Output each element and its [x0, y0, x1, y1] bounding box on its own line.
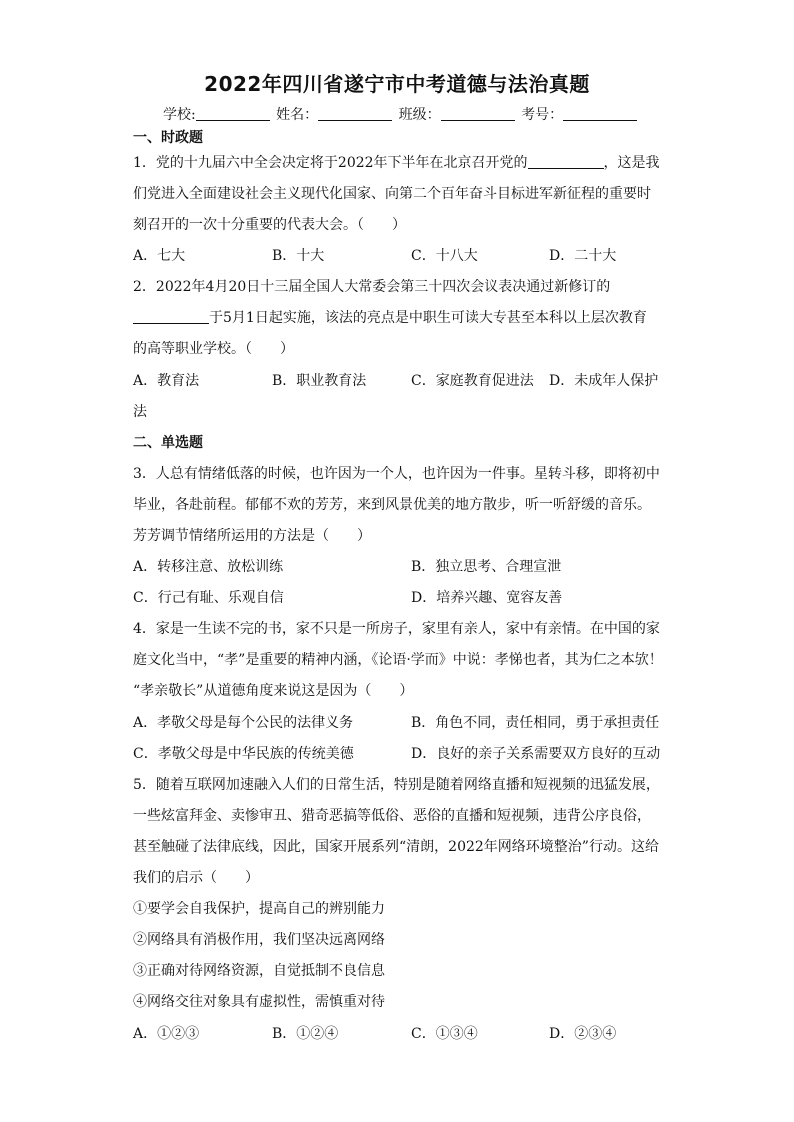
q3-line-1: 3．人总有情绪低落的时候，也许因为一个人，也许因为一件事。星转斗移，即将初中 [133, 466, 660, 482]
q3-option-d: D．培养兴趣、宽容友善 [411, 590, 563, 606]
section-heading-current-affairs: 一、时政题 [133, 130, 203, 146]
q2-option-c: C．家庭教育促进法 [411, 373, 534, 389]
q2-line-2 [133, 307, 647, 327]
q5-option-b: B．①②④ [272, 1026, 339, 1042]
q2-text-b: 于5月1日起实施，该法的亮点是中职生可读大专甚至本科以上层次教育 [209, 310, 647, 326]
q2-option-b: B．职业教育法 [272, 373, 367, 389]
q5-statement-2: ②网络具有消极作用，我们坚决远离网络 [133, 932, 385, 948]
q4-line-1: 4．家是一生读不完的书，家不只是一所房子，家里有亲人，家中有亲情。在中国的家 [133, 621, 660, 637]
q3-line-3: 芳芳调节情绪所运用的方法是（ ） [133, 528, 371, 544]
q5-line-1: 5．随着互联网加速融入人们的日常生活，特别是随着网络直播和短视频的迅猛发展， [133, 777, 660, 793]
q4-line-3: “孝亲敬长”从道德角度来说这是因为（ ） [133, 683, 414, 699]
q2-option-d: D．未成年人保护 [549, 373, 659, 389]
q2-line-3: 的高等职业学校。（ ） [133, 341, 294, 357]
student-info-row [163, 104, 639, 124]
q2-blank [133, 309, 209, 324]
q3-option-c: C．行己有耻、乐观自信 [133, 590, 284, 606]
school-blank [196, 106, 270, 121]
q3-line-2: 毕业，各赴前程。郁郁不欢的芳芳，来到风景优美的地方散步，听一听舒缓的音乐。 [133, 497, 651, 513]
q3-option-b: B．独立思考、合理宣泄 [411, 559, 562, 575]
q4-option-b: B．角色不同，责任相同，勇于承担责任 [411, 715, 660, 731]
q5-option-a: A．①②③ [133, 1026, 200, 1042]
exam-no-label: 考号： [521, 107, 564, 123]
q4-line-2: 庭文化当中，“孝”是重要的精神内涵，《论语·学而》中说：孝悌也者，其为仁之本欤！ [133, 652, 663, 668]
q1-option-c: C．十八大 [411, 248, 478, 264]
q1-text-b: ，这是我 [603, 155, 660, 171]
q1-option-a: A．七大 [133, 248, 186, 264]
q4-option-d: D．良好的亲子关系需要双方良好的互动 [411, 746, 661, 762]
q1-text-a: 1．党的十九届六中全会决定将于2022年下半年在北京召开党的 [133, 155, 528, 171]
q5-statement-1: ①要学会自我保护，提高自己的辨别能力 [133, 901, 385, 917]
q4-option-c: C．孝敬父母是中华民族的传统美德 [133, 746, 354, 762]
q5-option-c: C．①③④ [411, 1026, 478, 1042]
q1-line-1 [133, 152, 660, 172]
exam-no-blank [563, 106, 637, 121]
q2-option-d-continued: 法 [133, 404, 147, 420]
q2-option-a: A．教育法 [133, 373, 200, 389]
q5-statement-3: ③正确对待网络资源，自觉抵制不良信息 [133, 963, 385, 979]
q1-option-d: D．二十大 [549, 248, 617, 264]
q2-line-1: 2．2022年4月20日十三届全国人大常委会第三十四次会议表决通过新修订的 [133, 279, 611, 295]
q1-blank [528, 154, 604, 169]
name-blank [318, 106, 392, 121]
q1-option-b: B．十大 [272, 248, 325, 264]
q5-line-2: 一些炫富拜金、卖惨审丑、猎奇恶搞等低俗、恶俗的直播和短视频，违背公序良俗， [133, 808, 651, 824]
class-blank [441, 106, 515, 121]
q5-line-4: 我们的启示（ ） [133, 870, 259, 886]
name-label: 姓名： [276, 107, 319, 123]
q1-line-2: 们党进入全面建设社会主义现代化国家、向第二个百年奋斗目标进军新征程的重要时 [133, 186, 651, 202]
q4-option-a: A．孝敬父母是每个公民的法律义务 [133, 715, 354, 731]
q5-line-3: 甚至触碰了法律底线，因此，国家开展系列“清朗，2022年网络环境整治”行动。这给 [133, 839, 659, 855]
q3-option-a: A．转移注意、放松训练 [133, 559, 284, 575]
class-label: 班级： [398, 107, 441, 123]
section-heading-single-choice: 二、单选题 [133, 435, 203, 451]
q5-statement-4: ④网络交往对象具有虚拟性，需慎重对待 [133, 994, 385, 1010]
q5-option-d: D．②③④ [549, 1026, 617, 1042]
q1-line-3: 刻召开的一次十分重要的代表大会。（ ） [133, 217, 406, 233]
exam-title: 2022年四川省遂宁市中考道德与法治真题 [204, 72, 590, 96]
school-label: 学校: [163, 107, 196, 123]
